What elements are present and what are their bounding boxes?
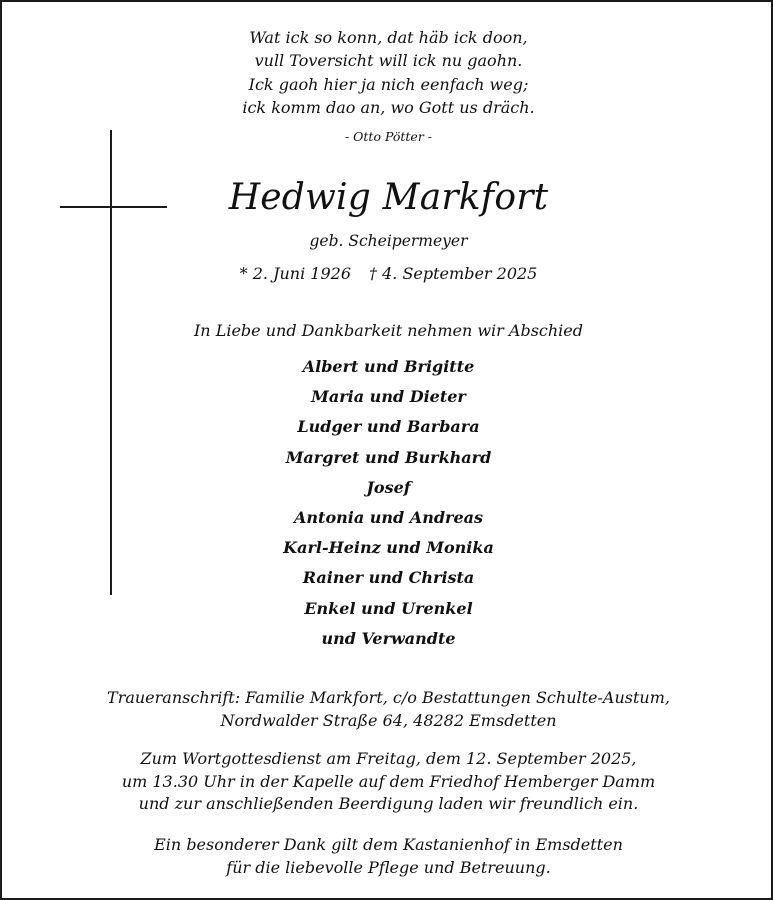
mourner-name: Margret und Burkhard xyxy=(285,447,492,467)
mourner-name: Josef xyxy=(366,477,411,497)
mourner-name: Antonia und Andreas xyxy=(294,507,483,527)
maiden-name: geb. Scheipermeyer xyxy=(309,232,468,250)
farewell-text: In Liebe und Dankbarkeit nehmen wir Abschied xyxy=(193,321,583,340)
poem-line: ick komm dao an, wo Gott us dräch. xyxy=(242,97,535,117)
mourner-name: Maria und Dieter xyxy=(311,387,466,407)
poem xyxy=(2,26,773,119)
service-line: und zur anschließenden Beerdigung laden wir freundlich ein. xyxy=(138,794,639,813)
address-line: Nordwalder Straße 64, 48282 Emsdetten xyxy=(220,710,557,730)
address-line: Traueranschrift: Familie Markfort, c/o Bestattungen Schulte-Austum, xyxy=(107,688,670,707)
poem-line: Ick gaoh hier ja nich eenfach weg; xyxy=(248,74,529,94)
deceased-name: Hedwig Markfort xyxy=(228,177,549,218)
mourner-name: Enkel und Urenkel xyxy=(304,598,473,618)
mourner-name: und Verwandte xyxy=(321,628,456,648)
poem-author: - Otto Pötter - xyxy=(344,129,433,144)
death-date: † 4. September 2025 xyxy=(369,264,538,283)
mourner-name: Rainer und Christa xyxy=(302,568,475,588)
poem-line: Wat ick so konn, dat häb ick doon, xyxy=(249,28,528,47)
mourner-name: Albert und Brigitte xyxy=(302,357,475,376)
mourner-name: Karl-Heinz und Monika xyxy=(283,538,494,558)
service-line: Zum Wortgottesdienst am Freitag, dem 12. September 2025, xyxy=(140,749,637,768)
life-dates xyxy=(2,264,773,283)
thanks-line: für die liebevolle Pflege und Betreuung. xyxy=(226,857,551,877)
birth-date: * 2. Juni 1926 xyxy=(239,264,352,283)
address-block xyxy=(2,687,773,732)
mourners-list xyxy=(2,354,773,656)
service-line: um 13.30 Uhr in der Kapelle auf dem Friedhof Hemberger Damm xyxy=(121,771,656,791)
thanks-line: Ein besonderer Dank gilt dem Kastanienhof in Emsdetten xyxy=(154,835,623,854)
poem-line: vull Toversicht will ick nu gaohn. xyxy=(254,51,523,71)
mourner-name: Ludger und Barbara xyxy=(297,417,480,437)
service-block xyxy=(2,748,773,816)
thanks-block xyxy=(2,834,773,879)
